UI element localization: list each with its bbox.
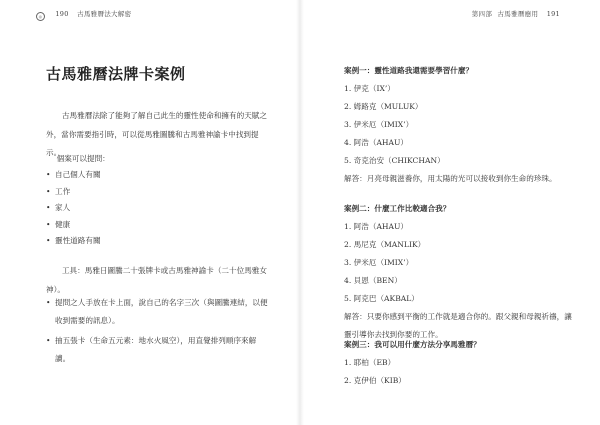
section-title: 古馬雅曆應用 [497, 10, 539, 18]
list-item: 4. 阿浩（AHAU） [344, 138, 409, 147]
list-item: • 工作 [46, 184, 101, 201]
left-running-header [36, 9, 131, 21]
list-item: 2. 克伊伯（KIB） [344, 376, 406, 385]
case-block [344, 200, 574, 344]
list-item: • 抽五張卡（生命五元素：地水火風空），用直覺排列順序來解讀。 [46, 332, 270, 368]
section-heading: 古馬雅曆法牌卡案例 [46, 65, 186, 83]
list-item: 2. 馬尼克（MANLIK） [344, 240, 426, 249]
publisher-logo-icon: ◎ [36, 12, 45, 21]
list-item: 3. 伊米厄（IMIX’） [344, 120, 414, 129]
case-answer: 解答：月亮母親滋養你，用太陽的光可以接收到你生命的珍珠。 [344, 174, 557, 183]
list-item: 3. 伊米厄（IMIX’） [344, 258, 414, 267]
list-item: 2. 姆路克（MULUK） [344, 102, 423, 111]
list-item: • 靈性道路有關 [46, 233, 101, 250]
list-item: 4. 貝恩（BEN） [344, 276, 402, 285]
right-running-header [472, 9, 566, 18]
tools-paragraph: 工具：馬雅日圖騰二十張牌卡或古馬雅神諭卡（二十位馬雅女神）。 [46, 266, 267, 294]
list-item: • 自己個人有關 [46, 167, 101, 184]
list-item: • 家人 [46, 200, 101, 217]
uses-list [46, 167, 101, 250]
right-page-number: 191 [546, 10, 560, 18]
case-answer: 解答：只要你感到平衡的工作就是適合你的。跟父親和母親祈禱，讓靈引導你去找到你要的工作。 [344, 312, 572, 339]
list-item: 1. 耶柏（EB） [344, 358, 396, 367]
left-page-number: 190 [55, 10, 69, 18]
uses-label: 個案可以提問： [56, 154, 110, 163]
right-page [300, 0, 600, 425]
list-item: 1. 阿浩（AHAU） [344, 222, 409, 231]
list-item: 5. 奇克治安（CHIKCHAN） [344, 156, 445, 165]
list-item: 1. 伊克（IX’） [344, 84, 395, 93]
part-label: 第四部 [471, 10, 493, 18]
case-question: 案例三：我可以用什麼方法分享馬雅曆？ [344, 340, 481, 349]
case-question: 案例一：靈性道路我還需要學習什麼？ [344, 66, 474, 75]
list-item: 5. 阿克巴（AKBAL） [344, 294, 419, 303]
case-block [344, 336, 574, 390]
case-question: 案例二：什麼工作比較適合我？ [344, 204, 451, 213]
case-block [344, 62, 574, 188]
book-title: 古馬雅曆法大解密 [77, 10, 132, 18]
list-item: • 提問之人手放在卡上面，說自己的名字三次（與圖騰連結，以便收到需要的訊息）。 [46, 294, 270, 330]
intro-paragraph: 古馬雅曆法除了能夠了解自己此生的靈性使命和擁有的天賦之外，當你需要指引時，可以從馬雅圖騰和古馬雅神諭卡中找到提示。 [46, 111, 267, 157]
steps-list [46, 294, 270, 370]
list-item: • 健康 [46, 217, 101, 234]
